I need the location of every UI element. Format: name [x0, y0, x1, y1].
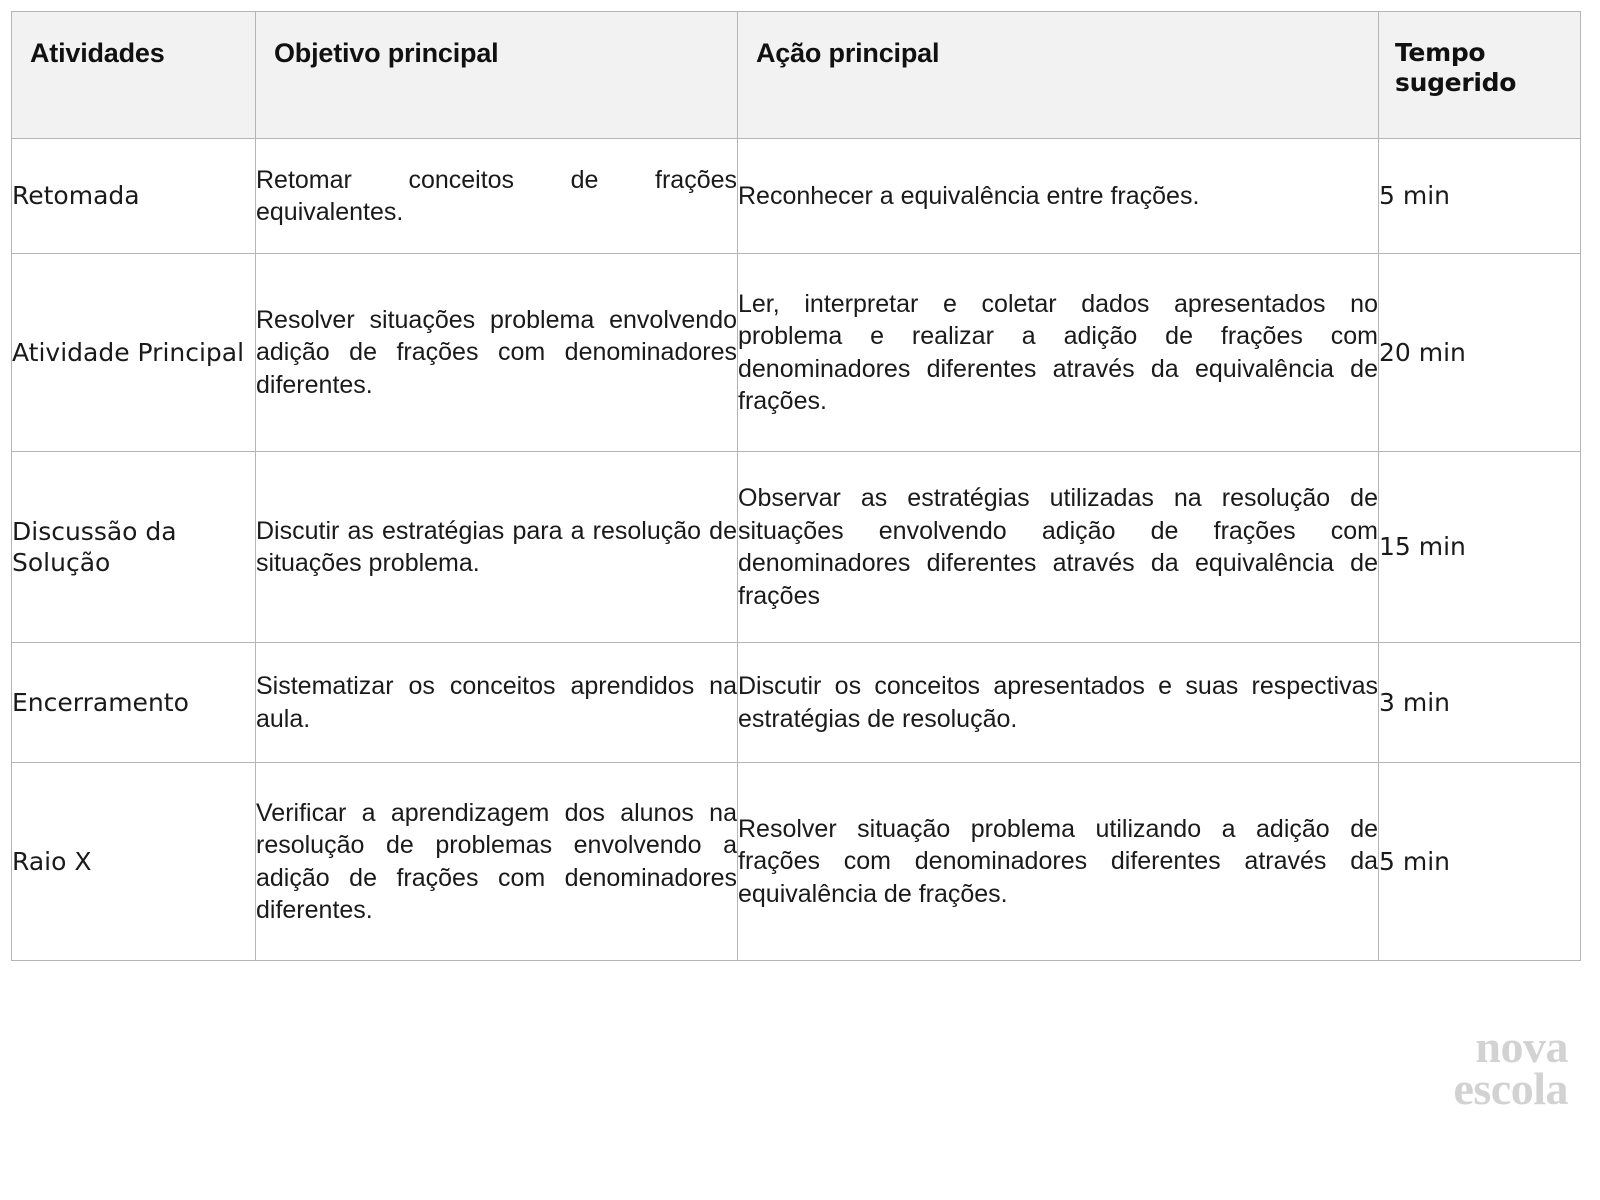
nova-escola-logo — [1378, 1021, 1568, 1115]
cell-atividade: Atividade Principal — [12, 254, 256, 452]
logo-line-escola: escola — [1453, 1063, 1568, 1115]
logo-line-nova: nova — [1475, 1021, 1568, 1072]
cell-acao: Observar as estratégias utilizadas na resolução de situações envolvendo adição de frações com denominadores diferentes através da equivalência de frações — [738, 452, 1379, 643]
table-row — [12, 139, 1581, 254]
cell-acao: Resolver situação problema utilizando a adição de frações com denominadores diferentes através da equivalência de frações. — [738, 763, 1379, 961]
column-header-tempo-line2: sugerido — [1395, 67, 1517, 97]
cell-objetivo: Retomar conceitos de frações equivalentes. — [256, 139, 738, 254]
cell-atividade: Retomada — [12, 139, 256, 254]
cell-objetivo: Resolver situações problema envolvendo adição de frações com denominadores diferentes. — [256, 254, 738, 452]
table-row — [12, 254, 1581, 452]
table-row — [12, 643, 1581, 763]
column-header-tempo-sugerido — [1379, 12, 1581, 139]
cell-tempo: 15 min — [1379, 452, 1581, 643]
cell-objetivo: Sistematizar os conceitos aprendidos na aula. — [256, 643, 738, 763]
table-row — [12, 763, 1581, 961]
cell-acao: Reconhecer a equivalência entre frações. — [738, 139, 1379, 254]
cell-tempo: 5 min — [1379, 139, 1581, 254]
table-header-row — [12, 12, 1581, 139]
cell-objetivo: Discutir as estratégias para a resolução de situações problema. — [256, 452, 738, 643]
lesson-plan-table — [11, 11, 1581, 961]
column-header-objetivo-principal: Objetivo principal — [256, 12, 738, 139]
table-body — [12, 139, 1581, 961]
column-header-atividades: Atividades — [12, 12, 256, 139]
cell-tempo: 20 min — [1379, 254, 1581, 452]
cell-tempo: 3 min — [1379, 643, 1581, 763]
column-header-tempo-line1: Tempo — [1395, 38, 1486, 67]
cell-acao: Ler, interpretar e coletar dados apresentados no problema e realizar a adição de frações com denominadores diferentes através da equivalência de frações. — [738, 254, 1379, 452]
cell-atividade: Encerramento — [12, 643, 256, 763]
lesson-plan-table-container — [11, 11, 1580, 961]
cell-acao: Discutir os conceitos apresentados e suas respectivas estratégias de resolução. — [738, 643, 1379, 763]
cell-atividade: Discussão da Solução — [12, 452, 256, 643]
column-header-acao-principal: Ação principal — [738, 12, 1379, 139]
cell-objetivo: Verificar a aprendizagem dos alunos na resolução de problemas envolvendo a adição de frações com denominadores diferentes. — [256, 763, 738, 961]
cell-atividade: Raio X — [12, 763, 256, 961]
table-header — [12, 12, 1581, 139]
cell-tempo: 5 min — [1379, 763, 1581, 961]
table-row — [12, 452, 1581, 643]
